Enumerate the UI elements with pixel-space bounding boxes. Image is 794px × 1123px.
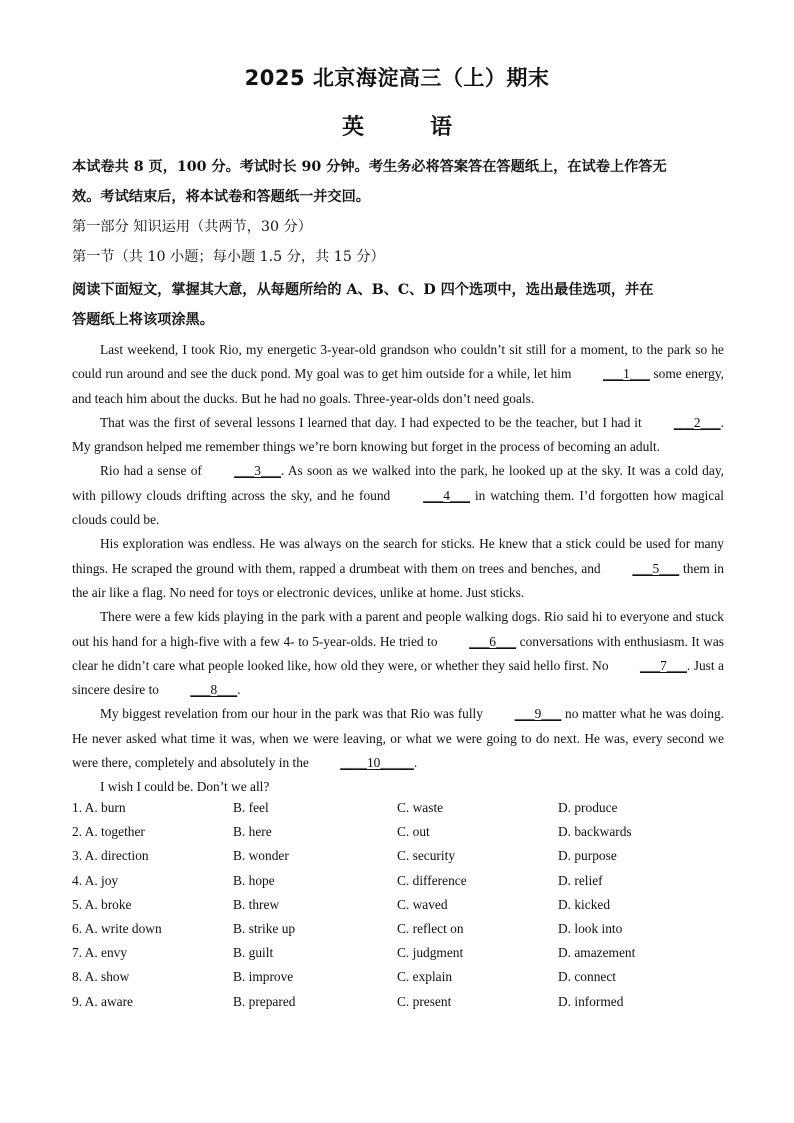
part-heading: 第一部分 知识运用（共两节，30 分） (72, 219, 312, 235)
option: C. out (397, 824, 430, 840)
option: 5. A. broke (72, 896, 132, 912)
option: C. waste (397, 800, 444, 815)
option: D. connect (558, 969, 617, 985)
option: C. difference (397, 872, 467, 888)
option: 4. A. joy (72, 872, 119, 888)
option-row (72, 869, 724, 893)
option: 8. A. show (72, 969, 130, 985)
directions-line-2: 答题纸上将该项涂黑。 (72, 312, 214, 328)
option-row (72, 820, 724, 844)
option: 3. A. direction (72, 848, 149, 864)
option: B. prepared (233, 993, 296, 1009)
answer-options (72, 796, 724, 1014)
option: D. look into (558, 920, 623, 936)
passage-paragraph: That was the first of several lessons I learned that day. I had expected to be the teacher, but I had it ___2___. My grandson helped me remember things we’re born knowing but forget in the process of becoming an adult. (72, 411, 724, 460)
option: B. here (233, 824, 272, 840)
option: C. judgment (397, 945, 464, 961)
option: 2. A. together (72, 824, 145, 840)
blank-3: ___3___ (234, 463, 281, 479)
passage (72, 338, 724, 800)
instructions-line-2: 效。考试结束后，将本试卷和答题纸一并交回。 (72, 189, 370, 205)
option: B. hope (233, 872, 275, 888)
exam-title: 2025 北京海淀高三（上）期末 (244, 66, 550, 90)
option: D. informed (558, 993, 624, 1009)
blank-2: ___2___ (673, 414, 721, 430)
blank-6: ___6___ (469, 633, 517, 649)
option: B. improve (233, 969, 294, 985)
option: B. wonder (233, 848, 289, 864)
option: D. relief (558, 872, 603, 888)
option: B. feel (233, 800, 269, 815)
passage-paragraph: Last weekend, I took Rio, my energetic 3-year-old grandson who couldn’t sit still for a moment, to the park so he could run around and see the duck pond. My goal was to get him outside for a while, let him ___1___ some energy, and teach him about the ducks. But he had no goals. Three-year-olds don’t need goals. (72, 342, 724, 406)
passage-paragraph: My biggest revelation from our hour in the park was that Rio was fully ___9___ no matter what he was doing. He never asked what time it was, when we were leaving, or what we were going to do next. He was, every second we were there, completely and absolutely in the ____10_____. (72, 702, 724, 775)
option: C. waved (397, 896, 448, 912)
blank-1: ___1___ (603, 366, 650, 382)
option: B. guilt (233, 945, 274, 961)
blank-8: ___8___ (190, 682, 238, 698)
option: C. explain (397, 969, 453, 985)
option: 7. A. envy (72, 945, 128, 961)
option-row (72, 990, 724, 1014)
option: 6. A. write down (72, 920, 162, 936)
option-row (72, 965, 724, 989)
option: C. security (397, 848, 456, 864)
option: D. amazement (558, 945, 636, 961)
blank-7: ___7___ (640, 657, 687, 673)
blank-9: ___9___ (514, 706, 562, 722)
option: D. backwards (558, 824, 632, 840)
option-row (72, 917, 724, 941)
option: D. kicked (558, 896, 611, 912)
passage-paragraph: His exploration was endless. He was always on the search for sticks. He knew that a stick could be used for many things. He scraped the ground with them, rapped a drumbeat with them on trees and benches, and ___5___ them in the air like a flag. No need for toys or electronic devices, unlike at home. Just sticks. (72, 536, 724, 600)
option: 9. A. aware (72, 993, 133, 1009)
option: D. produce (558, 800, 618, 815)
blank-5: ___5___ (632, 560, 680, 576)
option: D. purpose (558, 848, 617, 864)
option: C. present (397, 993, 452, 1009)
option: 1. A. burn (72, 800, 126, 815)
blank-4: ___4___ (423, 487, 471, 503)
passage-paragraph: Rio had a sense of ___3___. As soon as we walked into the park, he looked up at the sky. It was a cold day, with pillowy clouds drifting across the sky, and he found ___4___ in watching them. I’d forgotten how magical clouds could be. (72, 459, 724, 532)
directions-line-1: 阅读下面短文，掌握其大意，从每题所给的 A、B、C、D 四个选项中，选出最佳选项，并在 (72, 282, 654, 298)
option-row (72, 844, 724, 868)
section-heading: 第一节（共 10 小题；每小题 1.5 分，共 15 分） (72, 249, 385, 265)
subject-title: 英 语 (341, 115, 474, 140)
blank-10: ____10_____ (340, 755, 414, 771)
option: B. strike up (233, 920, 296, 936)
passage-paragraph: I wish I could be. Don’t we all? (100, 779, 270, 795)
instructions-line-1: 本试卷共 8 页，100 分。考试时长 90 分钟。考生务必将答案答在答题纸上，在试卷上作答无 (72, 159, 667, 175)
passage-paragraph: There were a few kids playing in the park with a parent and people walking dogs. Rio said hi to everyone and stuck out his hand for a high-five with a few 4- to 5-year-olds. He tried to ___6___ conversations with enthusiasm. It was clear he didn’t care what people looked like, how old they were, or whether they said hello first. No ___7___. Just a sincere desire to ___8___. (72, 605, 724, 702)
option-row (72, 941, 724, 965)
option-row (72, 796, 724, 820)
option: C. reflect on (397, 920, 464, 936)
option: B. threw (233, 896, 280, 912)
option-row (72, 893, 724, 917)
